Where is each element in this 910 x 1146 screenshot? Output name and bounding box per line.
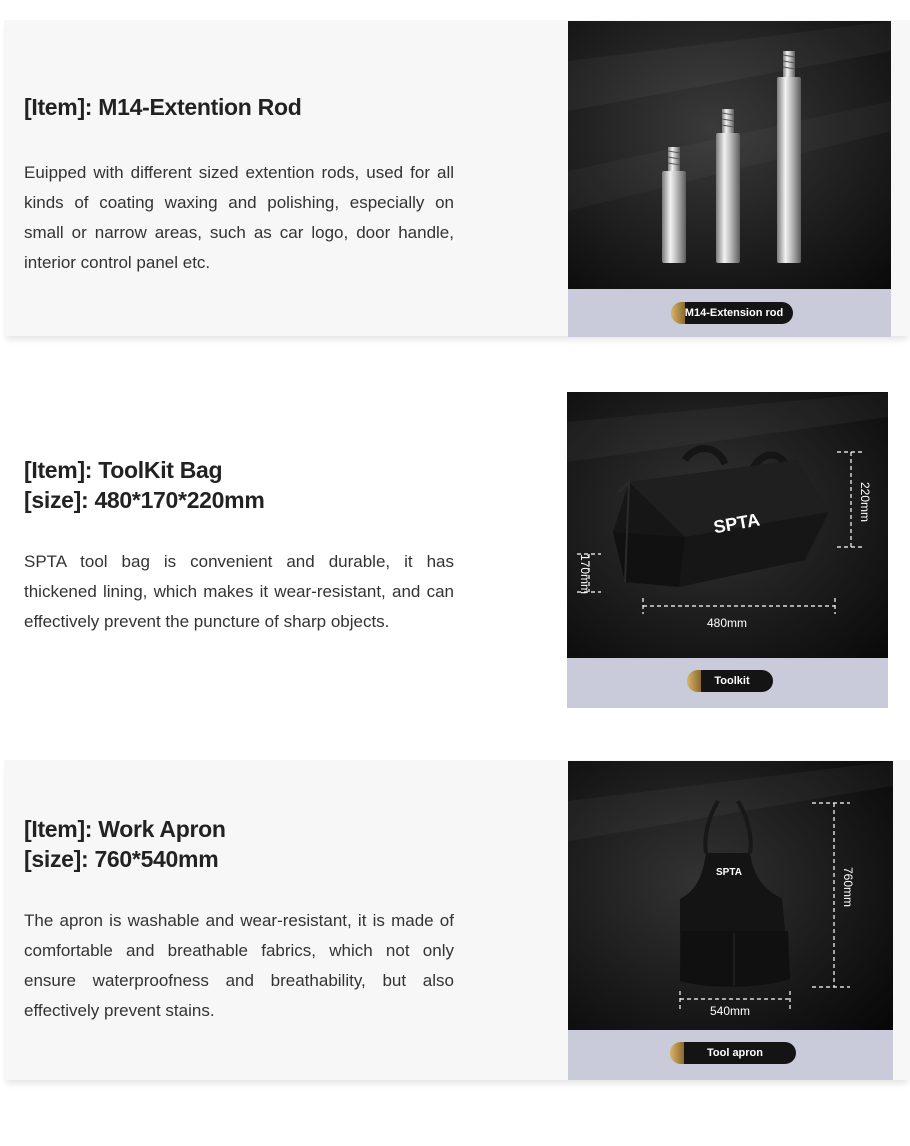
length-dimension-label: 760mm [841,867,855,908]
apron-brand-logo: SPTA [716,867,742,878]
product-description: The apron is washable and wear-resistant, it is made of comfortable and breathable fabrics, which not only ensure waterproofness and breathability, but also effectively prevent stains. [24,911,454,1020]
extension-rods-photo [568,21,891,289]
product-info-work-apron [24,814,454,1026]
product-image-work-apron [568,761,893,1080]
height-dimension-label: 170mm [578,554,592,595]
product-title: [Item]: Work Apron [24,816,226,842]
caption-badge [674,1042,796,1064]
work-apron-photo [568,761,893,1030]
product-info-extension-rod [24,92,454,278]
product-info-toolkit-bag [24,455,454,637]
product-title: [Item]: ToolKit Bag [24,457,223,483]
product-title: [Item]: M14-Extention Rod [24,94,302,120]
product-size: [size]: 760*540mm [24,846,219,872]
caption-strip [568,289,891,337]
product-description: SPTA tool bag is convenient and durable, it has thickened lining, which makes it wear-resistant, and can effectively prevent the puncture of sharp objects. [24,552,454,631]
caption-badge [691,670,773,692]
caption-strip [568,1030,893,1080]
caption-text: Toolkit [714,675,750,687]
width-dimension-label: 540mm [710,1004,751,1018]
length-dimension-label: 480mm [707,616,748,630]
product-description: Euipped with different sized extention rods, used for all kinds of coating waxing and polishing, especially on small or narrow areas, such as car logo, door handle, interior control panel etc. [24,163,454,272]
product-image-extension-rod [568,21,891,337]
product-size: [size]: 480*170*220mm [24,487,265,513]
toolkit-bag-photo [567,392,888,658]
caption-badge [675,302,793,324]
product-image-toolkit-bag [567,392,888,708]
depth-dimension-label: 220mm [858,482,872,523]
caption-strip [567,658,888,708]
bag-brand-logo: SPTA [711,509,762,538]
caption-text: M14-Extension rod [684,307,784,319]
caption-text: Tool apron [706,1047,763,1059]
